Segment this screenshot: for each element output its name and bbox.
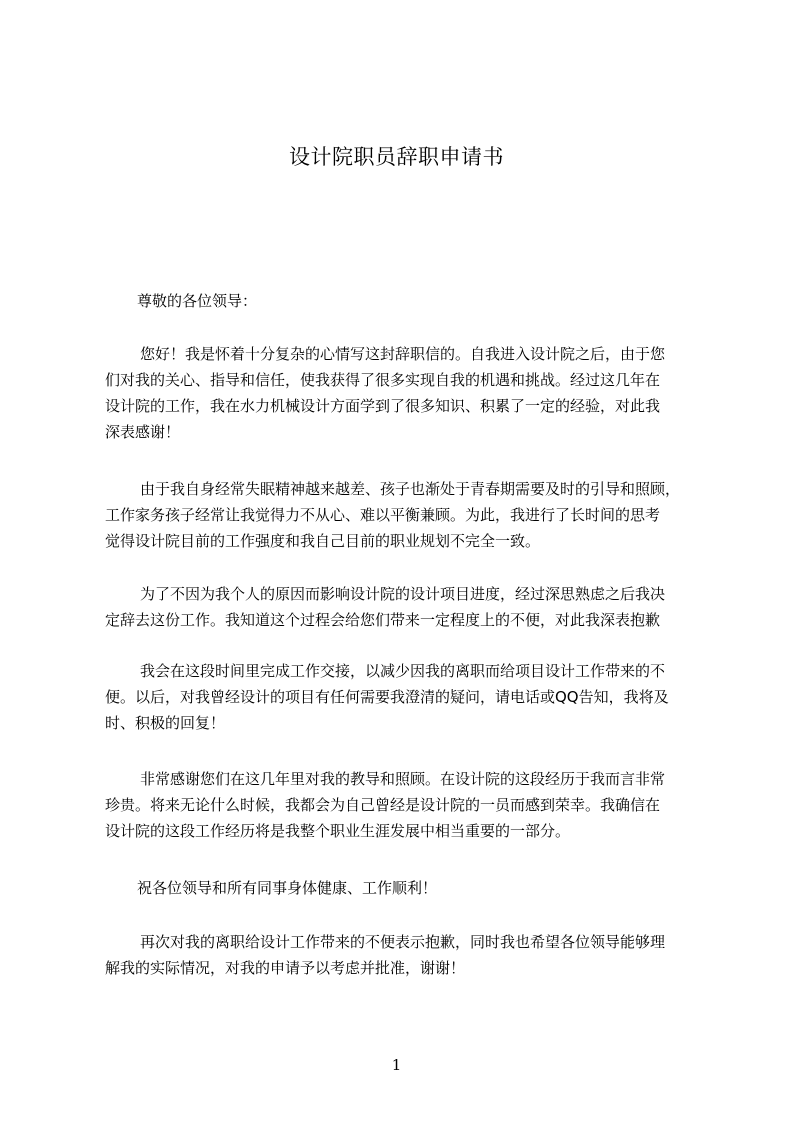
document-title: 设计院职员辞职申请书: [289, 145, 504, 169]
closing-wish: 祝各位领导和所有同事身体健康、工作顺利！: [137, 879, 438, 897]
paragraph-line: 时、积极的回复！: [105, 714, 226, 732]
paragraph-line: 非常感谢您们在这几年里对我的教导和照顾。在设计院的这段经历于我而言非常: [140, 770, 666, 788]
paragraph-3: [105, 581, 700, 633]
paragraph-4: [105, 658, 700, 736]
paragraph-line: 为了不因为我个人的原因而影响设计院的设计项目进度，经过深思熟虑之后我决: [140, 585, 666, 603]
paragraph-line: 您好！我是怀着十分复杂的心情写这封辞职信的。自我进入设计院之后，由于您: [140, 345, 666, 363]
paragraph-line: 解我的实际情况，对我的申请予以考虑并批准，谢谢！: [105, 959, 466, 977]
paragraph-1: [105, 341, 700, 445]
salutation: 尊敬的各位领导：: [137, 292, 258, 310]
paragraph-line: 再次对我的离职给设计工作带来的不便表示抱歉，同时我也希望各位领导能够理: [140, 933, 666, 951]
paragraph-2: [105, 476, 700, 554]
paragraph-line: 我会在这段时间里完成工作交接，以减少因我的离职而给项目设计工作带来的不: [140, 662, 666, 680]
paragraph-line: 工作家务孩子经常让我觉得力不从心、难以平衡兼顾。为此，我进行了长时间的思考: [105, 506, 661, 524]
paragraph-line: 们对我的关心、指导和信任，使我获得了很多实现自我的机遇和挑战。经过这几年在: [105, 371, 661, 389]
paragraph-line: 便。以后，对我曾经设计的项目有任何需要我澄清的疑问，请电话或QQ告知，我将及: [105, 688, 669, 706]
paragraph-line: 由于我自身经常失眠精神越来越差、孩子也渐处于青春期需要及时的引导和照顾，: [140, 480, 681, 498]
paragraph-line: 珍贵。将来无论什么时候，我都会为自己曾经是设计院的一员而感到荣幸。我确信在: [105, 796, 661, 814]
paragraph-line: 设计院的这段工作经历将是我整个职业生涯发展中相当重要的一部分。: [105, 822, 571, 840]
paragraph-line: 设计院的工作，我在水力机械设计方面学到了很多知识、积累了一定的经验，对此我: [105, 397, 661, 415]
paragraph-line: 定辞去这份工作。我知道这个过程会给您们带来一定程度上的不便，对此我深表抱歉: [105, 611, 661, 629]
page-number: 1: [391, 1056, 402, 1074]
paragraph-6: [105, 929, 700, 981]
paragraph-5: [105, 766, 700, 844]
paragraph-line: 深表感谢！: [105, 423, 181, 441]
paragraph-line: 觉得设计院目前的工作强度和我自己目前的职业规划不完全一致。: [105, 532, 541, 550]
